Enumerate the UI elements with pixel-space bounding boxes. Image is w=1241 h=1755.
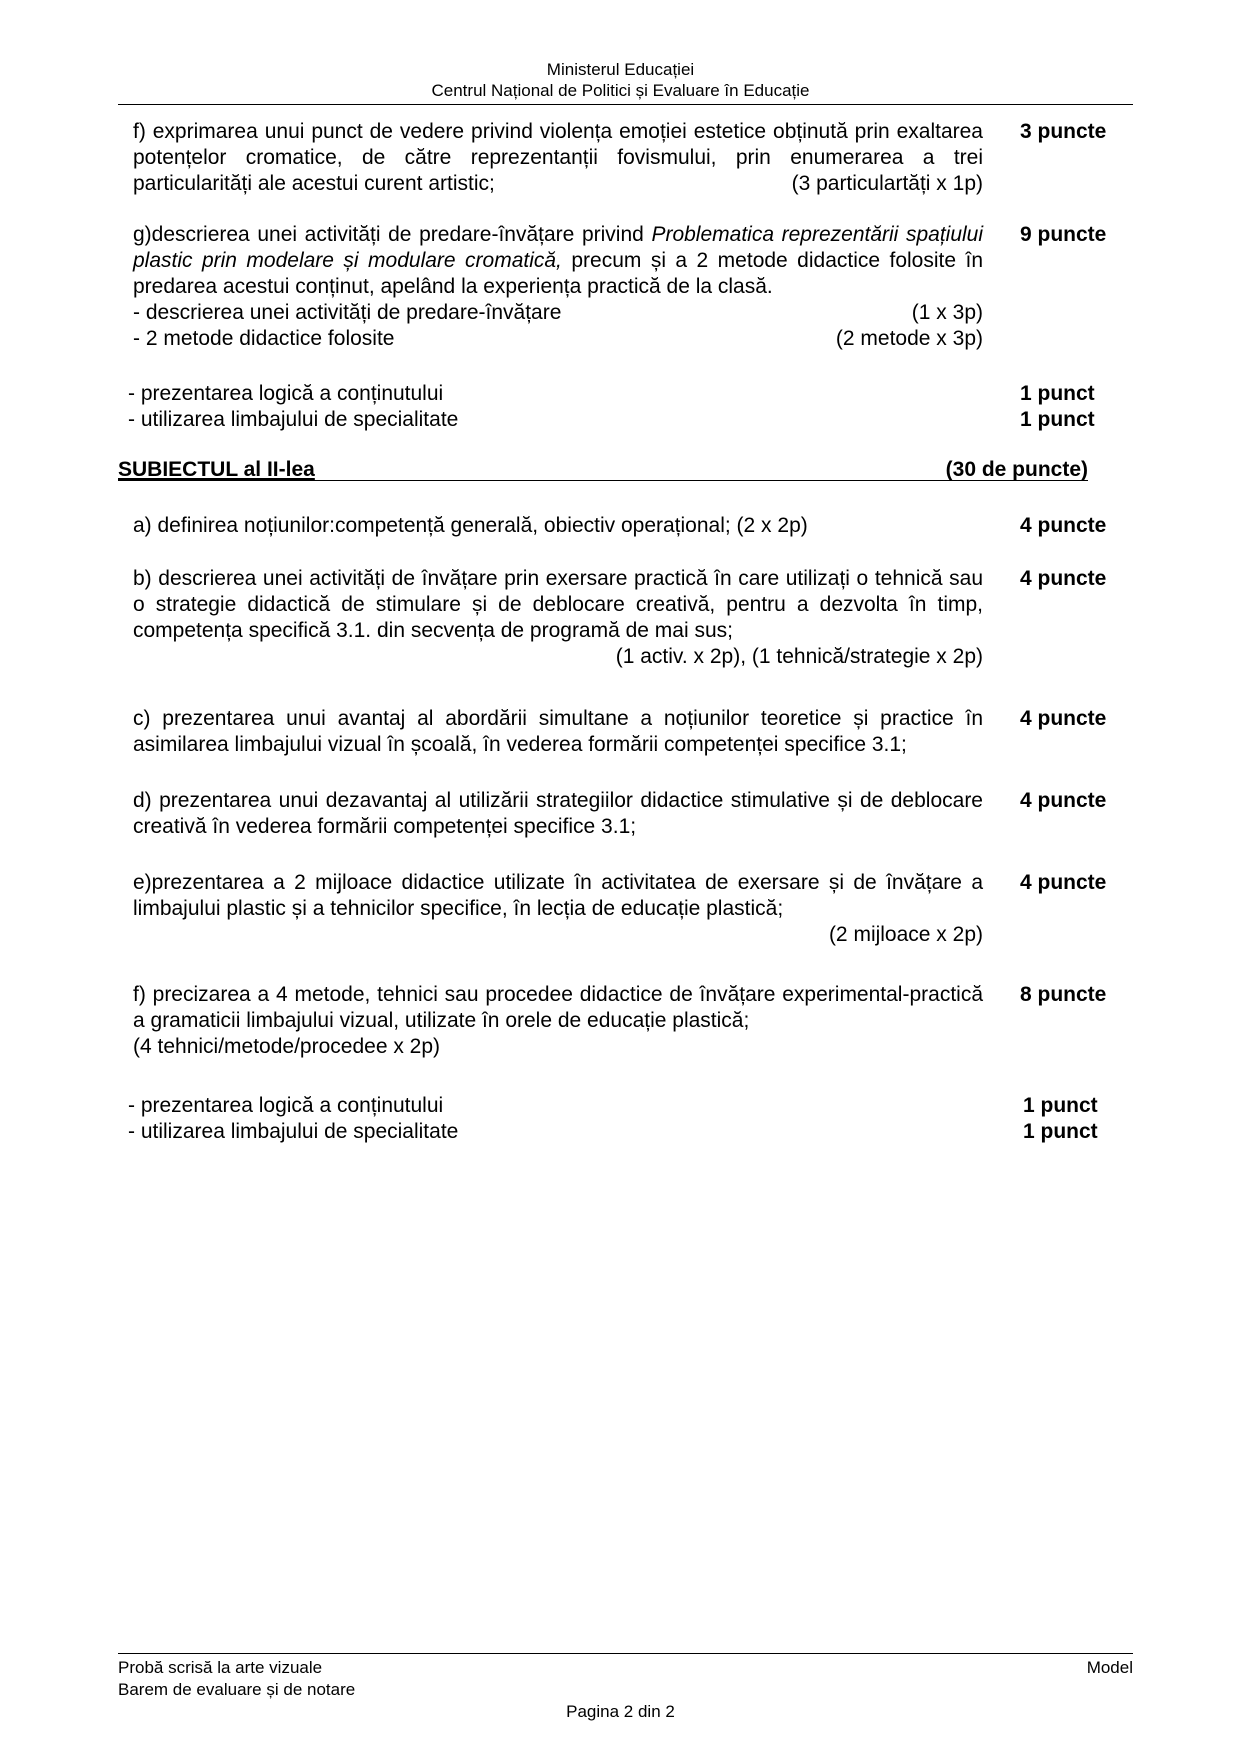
item-score: (2 mijloace x 2p) — [828, 923, 983, 946]
footer-barem: Barem de evaluare și de notare — [118, 1680, 356, 1699]
item-e-2 — [133, 870, 983, 948]
item-text: e)prezentarea a 2 mijloace didactice utilizate în activitatea de exersare și de învățare a limbajului plastic și a tehnicilor specifice, în lecția de educație plastică; — [133, 871, 983, 920]
footer-model: Model — [1086, 1658, 1133, 1677]
points-lang-1: 1 punct — [1020, 408, 1095, 431]
item-score: (1 activ. x 2p), (1 tehnică/strategie x 2p) — [615, 645, 983, 668]
specialty-language-1: - utilizarea limbajului de specialitate — [128, 408, 459, 431]
logic-presentation-2: - prezentarea logică a conținutului — [128, 1094, 444, 1117]
item-b-2 — [133, 566, 983, 670]
item-g-1 — [133, 222, 983, 352]
points-logic-1: 1 punct — [1020, 382, 1095, 405]
footer-exam-name: Probă scrisă la arte vizuale — [118, 1658, 323, 1677]
sub-item-description: - descrierea unei activități de predare-învățare (1 x 3p) — [133, 301, 983, 324]
points-f-1: 3 puncte — [1020, 120, 1107, 143]
points-logic-2: 1 punct — [1023, 1094, 1098, 1117]
header-ministry: Ministerul Educației — [546, 60, 695, 79]
points-d-2: 4 puncte — [1020, 789, 1107, 812]
subject-2-total: (30 de puncte) — [945, 458, 1088, 481]
points-f-2: 8 puncte — [1020, 983, 1107, 1006]
item-c-2: c) prezentarea unui avantaj al abordării simultane a noțiunilor teoretice și practice în asimilarea limbajului vizual în școală, în vederea formării competenței specifice 3.1; — [133, 707, 983, 756]
points-lang-2: 1 punct — [1023, 1120, 1098, 1143]
item-a-2: a) definirea noțiunilor:competență generală, obiectiv operațional; (2 x 2p) — [133, 514, 808, 537]
item-d-2: d) prezentarea unui dezavantaj al utilizării strategiilor didactice stimulative și de deblocare creativă în vederea formării competenței specifice 3.1; — [133, 789, 983, 838]
item-f-2 — [133, 982, 983, 1060]
sub-item-methods: - 2 metode didactice folosite (2 metode x 3p) — [133, 327, 983, 350]
item-text: f) exprimarea unui punct de vedere privind violența emoției estetice obținută prin exaltarea potențelor cromatice, de către reprezentanții fovismului, prin enumerarea a trei particularități ale acestui curent artistic; — [133, 120, 983, 195]
points-c-2: 4 puncte — [1020, 707, 1107, 730]
points-a-2: 4 puncte — [1020, 514, 1107, 537]
item-f-1 — [133, 119, 983, 197]
header-center: Centrul Național de Politici și Evaluare în Educație — [431, 81, 810, 100]
subject-2-underline — [118, 480, 1088, 481]
subject-2-title: SUBIECTUL al II-lea — [118, 458, 315, 481]
item-text: b) descrierea unei activități de învățare prin exersare practică în care utilizați o tehnică sau o strategie didactică de stimulare și de deblocare creativă, pentru a dezvolta în timp, competența specifică 3.1. din secvența de programă de mai sus; — [133, 567, 983, 642]
points-g-1: 9 puncte — [1020, 223, 1107, 246]
points-e-2: 4 puncte — [1020, 871, 1107, 894]
specialty-language-2: - utilizarea limbajului de specialitate — [128, 1120, 459, 1143]
logic-presentation-1: - prezentarea logică a conținutului — [128, 382, 444, 405]
footer-divider — [118, 1653, 1133, 1654]
header-divider — [118, 104, 1133, 105]
item-text: f) precizarea a 4 metode, tehnici sau procedee didactice de învățare experimental-practică a gramaticii limbajului vizual, utilizate în orele de educație plastică; — [133, 983, 983, 1032]
item-score: (3 particulartăți x 1p) — [791, 172, 983, 195]
points-b-2: 4 puncte — [1020, 567, 1107, 590]
item-score: (4 tehnici/metode/procedee x 2p) — [133, 1035, 441, 1058]
item-text: g)descrierea unei activități de predare-învățare privind Problematica reprezentării spațiului plastic prin modelare și modulare cromatică, precum și a 2 metode didactice folosite în predarea acestui conținut, apelând la experiența practică de la clasă. — [133, 223, 984, 298]
footer-page-number: Pagina 2 din 2 — [566, 1702, 675, 1721]
